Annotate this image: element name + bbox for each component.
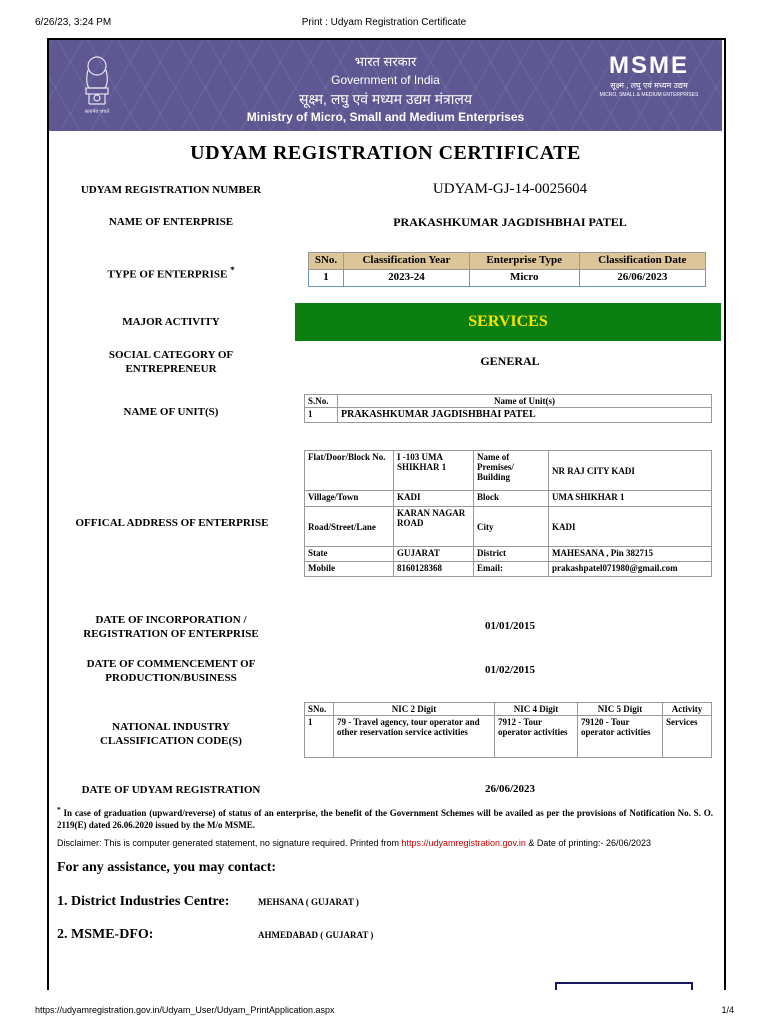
cell: Name of Premises/ Building — [474, 451, 549, 491]
nic-table — [304, 702, 712, 758]
udyam-date-label: DATE OF UDYAM REGISTRATION — [81, 784, 261, 796]
col-sno: SNo. — [305, 703, 334, 716]
msme-sub-text: MICRO, SMALL & MEDIUM ENTERPRISES — [599, 92, 699, 98]
cell: I -103 UMA SHIKHAR 1 — [394, 451, 474, 491]
certificate-title: UDYAM REGISTRATION CERTIFICATE — [190, 142, 581, 164]
email-cell: prakashpatel071980@gmail.com — [549, 562, 712, 577]
col-unit-name: Name of Unit(s) — [338, 395, 712, 408]
table-row — [305, 451, 712, 491]
col-activity: Activity — [663, 703, 712, 716]
cell: Road/Street/Lane — [305, 507, 394, 547]
dic-value: MEHSANA ( GUJARAT ) — [258, 897, 359, 907]
msme-logo-text: MSME — [609, 52, 689, 79]
cell: UMA SHIKHAR 1 — [549, 491, 712, 507]
address-table — [304, 450, 712, 577]
emblem-motto: सत्यमेव जयते — [84, 109, 110, 115]
cell: Email: — [474, 562, 549, 577]
col-nic2: NIC 2 Digit — [334, 703, 495, 716]
incorporation-value: 01/01/2015 — [484, 620, 536, 632]
cell: District — [474, 547, 549, 562]
assistance-heading: For any assistance, you may contact: — [57, 860, 277, 875]
cell: 26/06/2023 — [579, 270, 705, 287]
udyam-date-value: 26/06/2023 — [484, 783, 536, 795]
cell: KADI — [549, 507, 712, 547]
cell: Mobile — [305, 562, 394, 577]
cell: NR RAJ CITY KADI — [549, 451, 712, 491]
col-class-year: Classification Year — [344, 253, 470, 270]
dic-label: 1. District Industries Centre: — [57, 894, 230, 909]
print-url: https://udyamregistration.gov.in/Udyam_User/Udyam_PrintApplication.aspx — [35, 1005, 335, 1015]
table-row — [305, 491, 712, 507]
col-class-date: Classification Date — [579, 253, 705, 270]
disclaimer: Disclaimer: This is computer generated statement, no signature required. Printed from https://udyamregistration.gov.in & Date of printing:- 26/06/2023 — [57, 838, 651, 848]
table-row — [305, 408, 712, 423]
asterisk: * — [230, 265, 235, 275]
page-number: 1/4 — [721, 1005, 734, 1015]
government-banner — [49, 40, 722, 131]
unit-names-table — [304, 394, 712, 423]
incorporation-label: DATE OF INCORPORATION / REGISTRATION OF ENTERPRISE — [83, 614, 259, 640]
classification-table — [308, 252, 706, 287]
cell: GUJARAT — [394, 547, 474, 562]
cell: 79120 - Tour operator activities — [578, 716, 663, 758]
major-activity-label: MAJOR ACTIVITY — [122, 316, 220, 328]
msme-logo — [594, 52, 704, 102]
table-row — [305, 562, 712, 577]
cell: 8160128368 — [394, 562, 474, 577]
msme-dfo-value: AHMEDABAD ( GUJARAT ) — [258, 930, 374, 940]
nic-label: NATIONAL INDUSTRY CLASSIFICATION CODE(S) — [100, 721, 242, 747]
social-category-label: SOCIAL CATEGORY OF ENTREPRENEUR — [108, 349, 234, 375]
cell: 2023-24 — [344, 270, 470, 287]
gov-title: Government of India — [331, 73, 440, 87]
cell: 1 — [305, 408, 338, 423]
enterprise-name-value: PRAKASHKUMAR JAGDISHBHAI PATEL — [393, 215, 627, 229]
social-category-value: GENERAL — [480, 354, 540, 368]
cell: KARAN NAGAR ROAD — [394, 507, 474, 547]
table-row — [305, 547, 712, 562]
cell: State — [305, 547, 394, 562]
print-header — [0, 0, 768, 40]
enterprise-type-label: TYPE OF ENTERPRISE * — [107, 265, 235, 281]
cell: PRAKASHKUMAR JAGDISHBHAI PATEL — [338, 408, 712, 423]
col-nic4: NIC 4 Digit — [495, 703, 578, 716]
hindi-gov-title: भारत सरकार — [354, 54, 417, 69]
col-sno: S.No. — [305, 395, 338, 408]
print-title: Print : Udyam Registration Certificate — [301, 17, 467, 28]
graduation-note: * In case of graduation (upward/reverse) of status of an enterprise, the benefit of the Government Schemes will be availed as per the provisions of Notification No. S. O. 2119(E) dated 26.06.2020 issued by the M/o MSME. — [57, 805, 713, 830]
table-row — [305, 716, 712, 758]
commencement-label: DATE OF COMMENCEMENT OF PRODUCTION/BUSINESS — [86, 658, 256, 684]
ministry-title: Ministry of Micro, Small and Medium Enterprises — [246, 110, 525, 124]
table-row — [309, 270, 706, 287]
unit-names-label: NAME OF UNIT(S) — [123, 406, 219, 418]
print-footer — [0, 1000, 768, 1024]
reg-number-value: UDYAM-GJ-14-0025604 — [432, 181, 588, 197]
reg-number-label: UDYAM REGISTRATION NUMBER — [80, 184, 262, 196]
msme-hindi-text: सूक्ष्म , लघु एवं मध्यम उद्यम — [610, 81, 688, 90]
print-datetime: 6/26/23, 3:24 PM — [35, 17, 112, 28]
col-enterprise-type: Enterprise Type — [469, 253, 579, 270]
major-activity-value: SERVICES — [295, 303, 721, 341]
cell: 7912 - Tour operator activities — [495, 716, 578, 758]
cell: KADI — [394, 491, 474, 507]
col-nic5: NIC 5 Digit — [578, 703, 663, 716]
cell: 79 - Travel agency, tour operator and other reservation service activities — [334, 716, 495, 758]
enterprise-name-label: NAME OF ENTERPRISE — [108, 216, 234, 228]
commencement-value: 01/02/2015 — [484, 664, 536, 676]
cell: City — [474, 507, 549, 547]
asterisk: * — [57, 805, 61, 814]
cell: MAHESANA , Pin 382715 — [549, 547, 712, 562]
col-sno: SNo. — [309, 253, 344, 270]
cell: Services — [663, 716, 712, 758]
cell: 1 — [309, 270, 344, 287]
msme-dfo-label: 2. MSME-DFO: — [57, 927, 154, 942]
cell: Micro — [469, 270, 579, 287]
udyam-portal-link[interactable]: https://udyamregistration.gov.in — [401, 838, 526, 848]
cell: 1 — [305, 716, 334, 758]
cell: Flat/Door/Block No. — [305, 451, 394, 491]
cell: Block — [474, 491, 549, 507]
address-label: OFFICAL ADDRESS OF ENTERPRISE — [75, 517, 269, 529]
hindi-ministry-title: सूक्ष्म, लघु एवं मध्यम उद्यम मंत्रालय — [298, 91, 473, 107]
table-row — [305, 507, 712, 547]
qr-box-edge — [555, 982, 693, 990]
cell: Village/Town — [305, 491, 394, 507]
